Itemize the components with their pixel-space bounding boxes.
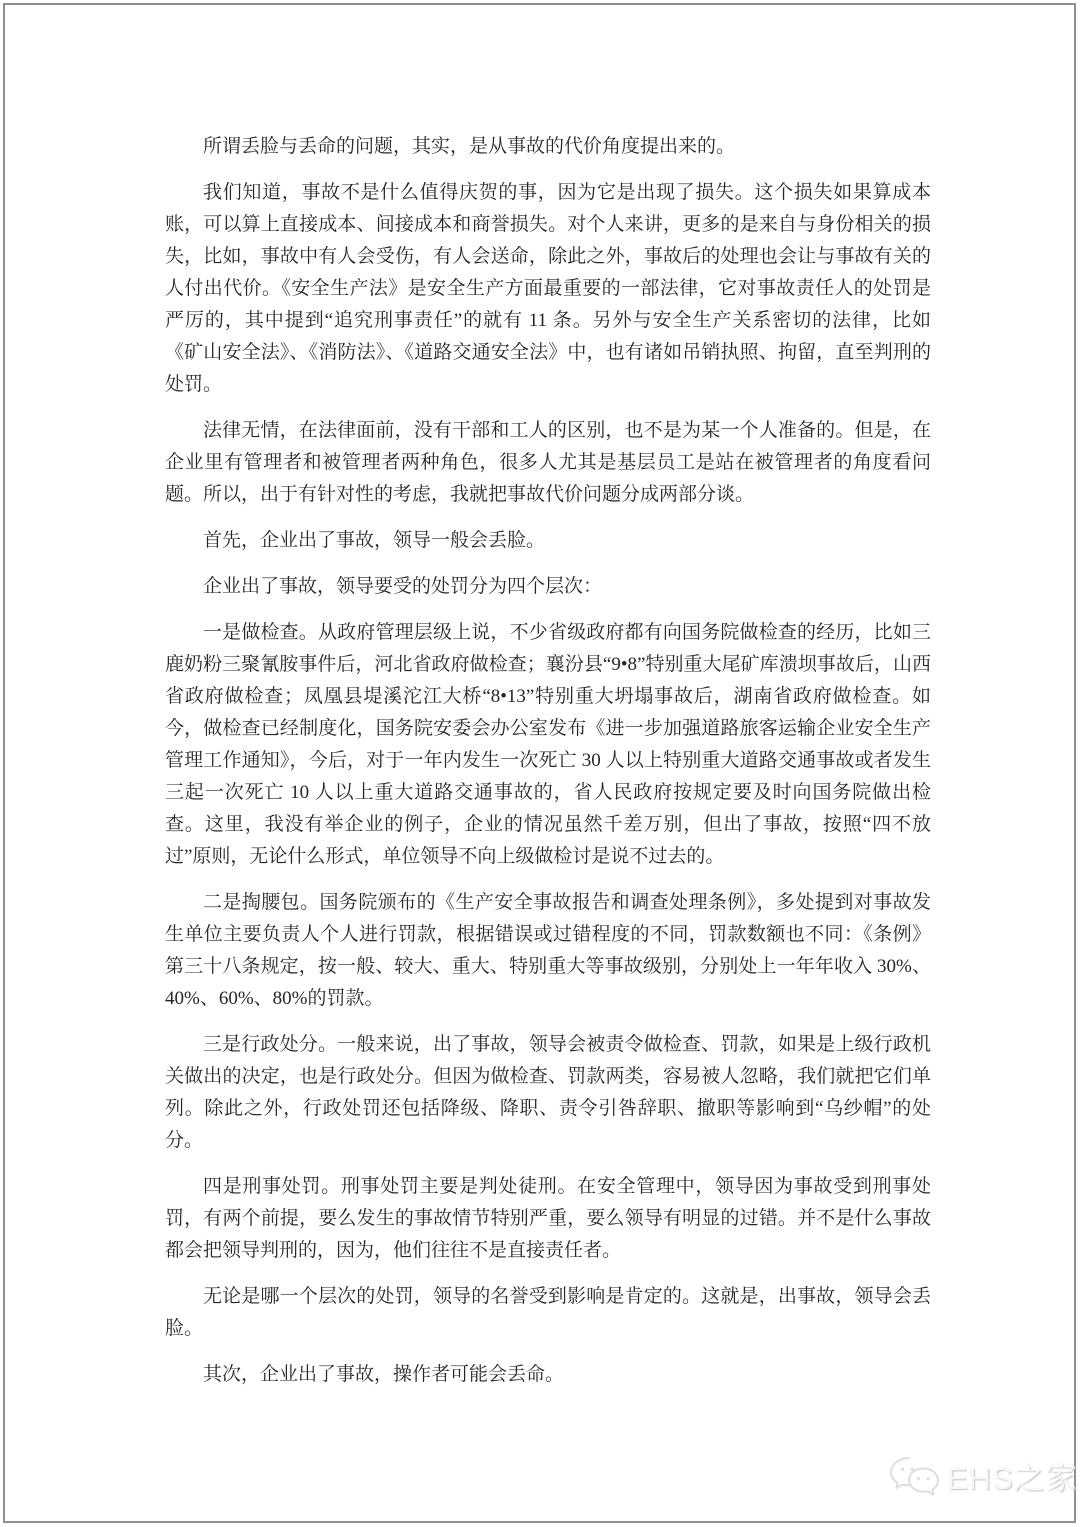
article-body (165, 131, 931, 1405)
wechat-icon (888, 1456, 940, 1496)
paragraph: 首先，企业出了事故，领导一般会丢脸。 (203, 530, 546, 551)
watermark (888, 1453, 1078, 1498)
paragraph: 四是刑事处罚。刑事处罚主要是判处徒刑。在安全管理中，领导因为事故受到刑事处罚，有两个前提，要么发生的事故情节特别严重，要么领导有明显的过错。并不是什么事故都会把领导判刑的，因为，他们往往不是直接责任者。 (165, 1176, 931, 1261)
watermark-brand: EHS之家 (947, 1461, 1078, 1496)
paragraph: 我们知道，事故不是什么值得庆贺的事，因为它是出现了损失。这个损失如果算成本账，可以算上直接成本、间接成本和商誉损失。对个人来讲，更多的是来自与身份相关的损失，比如，事故中有人会受伤，有人会送命，除此之外，事故后的处理也会让与事故有关的人付出代价。《安全生产法》是安全生产方面最重要的一部法律，它对事故责任人的处罚是严厉的，其中提到“追究刑事责任”的就有 11 条。另外与安全生产关系密切的法律，比如《矿山安全法》、《消防法》、《道路交通安全法》中，也有诸如吊销执照、拘留，直至判刑的处罚。 (165, 182, 931, 395)
paragraph: 二是掏腰包。国务院颁布的《生产安全事故报告和调查处理条例》，多处提到对事故发生单位主要负责人个人进行罚款，根据错误或过错程度的不同，罚款数额也不同：《条例》第三十八条规定，按一般、较大、重大、特别重大等事故级别，分别处上一年年收入 30%、40%、60%、80%的罚款。 (165, 892, 931, 1009)
paragraph: 三是行政处分。一般来说，出了事故，领导会被责令做检查、罚款，如果是上级行政机关做出的决定，也是行政处分。但因为做检查、罚款两类，容易被人忽略，我们就把它们单列。除此之外，行政处罚还包括降级、降职、责令引咎辞职、撤职等影响到“乌纱帽”的处分。 (165, 1034, 931, 1151)
paragraph: 法律无情，在法律面前，没有干部和工人的区别，也不是为某一个人准备的。但是，在企业里有管理者和被管理者两种角色，很多人尤其是基层员工是站在被管理者的角度看问题。所以，出于有针对性的考虑，我就把事故代价问题分成两部分谈。 (165, 420, 931, 505)
paragraph: 无论是哪一个层次的处罚，领导的名誉受到影响是肯定的。这就是，出事故，领导会丢脸。 (165, 1286, 931, 1339)
paragraph: 企业出了事故，领导要受的处罚分为四个层次： (203, 576, 603, 597)
paragraph: 其次，企业出了事故，操作者可能会丢命。 (203, 1364, 565, 1385)
paragraph: 所谓丢脸与丢命的问题，其实，是从事故的代价角度提出来的。 (203, 136, 736, 157)
paragraph: 一是做检查。从政府管理层级上说，不少省级政府都有向国务院做检查的经历，比如三鹿奶粉三聚氰胺事件后，河北省政府做检查；襄汾县“9•8”特别重大尾矿库溃坝事故后，山西省政府做检查；凤凰县堤溪沱江大桥“8•13”特别重大坍塌事故后，湖南省政府做检查。如今，做检查已经制度化，国务院安委会办公室发布《进一步加强道路旅客运输企业安全生产管理工作通知》，今后，对于一年内发生一次死亡 30 人以上特别重大道路交通事故或者发生三起一次死亡 10 人以上重大道路交通事故的，省人民政府按规定要及时向国务院做出检查。这里，我没有举企业的例子，企业的情况虽然千差万别，但出了事故，按照“四不放过”原则，无论什么形式，单位领导不向上级做检讨是说不过去的。 (165, 622, 931, 867)
